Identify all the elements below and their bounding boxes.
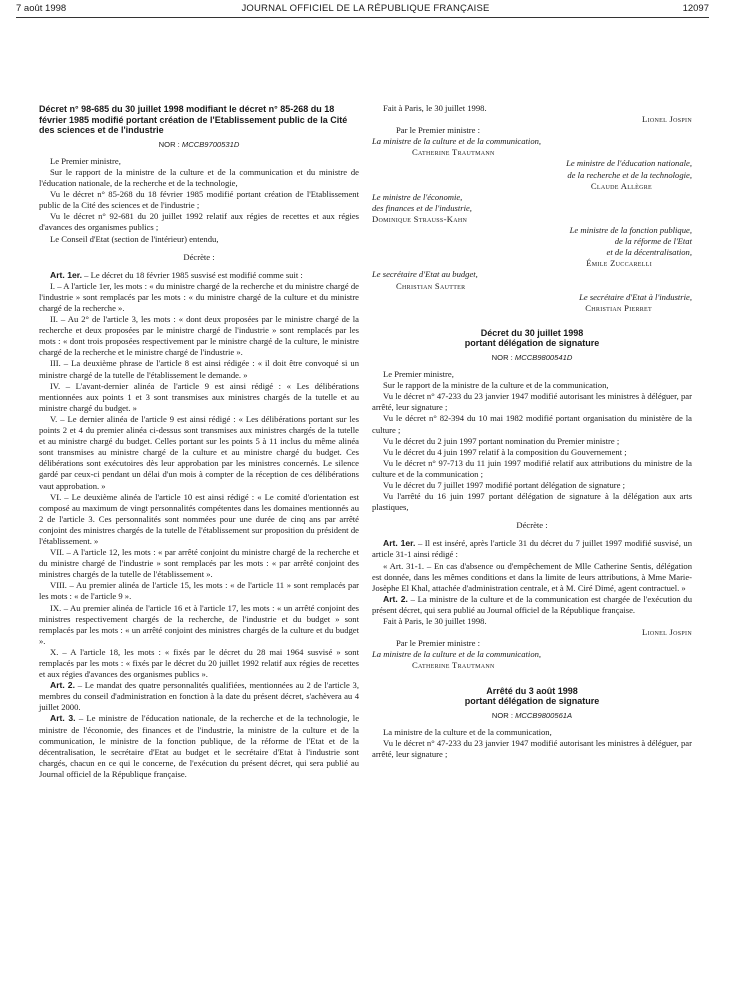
decree1-art3 (39, 713, 359, 780)
decree2-preamble-6: Vu le décret n° 97-713 du 11 juin 1997 modifié relatif aux attributions du ministre de la culture et de la communication ; (372, 457, 692, 479)
decree2-art1 (372, 538, 692, 560)
decree2-art2-label: Art. 2. (383, 593, 408, 604)
decree1-sig-fp-role3: et de la décentralisation, (606, 247, 692, 258)
decree1-preamble-2: Vu le décret n° 85-268 du 18 février 1985 modifié portant création de l'Etablissement public de la Cité des sciences et de l'industrie ; (39, 189, 359, 211)
decree1-item-1: II. – Au 2° de l'article 3, les mots : « dont deux proposées par le ministre chargé de la recherche et deux proposées par le ministre chargé de l'industrie » sont remplacés par les mots : « dont trois proposées respectivement par le ministre chargé de la culture, le ministre chargé de la recherche et le ministre chargé de l'industrie ». (39, 314, 359, 358)
decree1-item-0: I. – A l'article 1er, les mots : « du ministre chargé de la recherche et du ministre chargé de l'industrie » sont remplacés par les mots : « du ministre chargé de la culture et du ministre chargé de la recherche ». (39, 280, 359, 313)
decree2-preamble-5: Vu le décret du 4 juin 1997 relatif à la composition du Gouvernement ; (383, 446, 627, 457)
decree1-art3-text: – Le ministre de l'éducation nationale, de la recherche et de la technologie, le ministre de l'économie, des finances et de l'industrie, la ministre de la culture et de la communication, le ministre de la fonction publique, de la réforme de l'Etat et de la décentralisation, le secrétaire d'Etat au budget et le secrétaire d'Etat à l'industrie sont chargés, chacun en ce qui le concerne, de l'exécution du présent décret, qui sera publié au Journal officiel de la République française. (39, 713, 360, 779)
decree1-sig-eco-role1: Le ministre de l'économie, (372, 191, 463, 202)
decree2-preamble-3: Vu le décret n° 82-394 du 10 mai 1982 modifié portant organisation du ministère de la culture ; (372, 413, 692, 435)
decree3-preamble-0: La ministre de la culture et de la communication, (383, 726, 552, 737)
decree1-item-6: VII. – A l'article 12, les mots : « par arrêté conjoint du ministre chargé de la recherche et du ministre chargé de l'industrie » sont remplacés par les mots : « par arrêté conjoint des ministres chargés de la tutelle de l'établissement ». (39, 547, 359, 580)
decree1-item-9: X. – A l'article 18, les mots : « fixés par le décret du 28 mai 1964 susvisé » sont remplacés par les mots : « fixés par le décret du 20 juillet 1992 relatif aux régies de recettes et aux régies d'avances des organismes publics ». (39, 646, 359, 680)
decree1-sig-culture-role: La ministre de la culture et de la communication, (372, 136, 542, 147)
decree2-preamble-4: Vu le décret du 2 juin 1997 portant nomination du Premier ministre ; (383, 435, 620, 446)
decree2-decrete: Décrète : (516, 520, 548, 531)
decree3-nor (372, 710, 692, 721)
decree1-item-3: IV. – L'avant-dernier alinéa de l'article 9 est ainsi rédigé : « Les délibérations mentionnées aux points 1 et 3 sont transmises aux ministres chargés de la tutelle et au ministre chargé du budget. » (39, 380, 359, 413)
decree1-nor (39, 139, 359, 150)
page-header (0, 3, 731, 21)
decree1-par-pm: Par le Premier ministre : (396, 125, 481, 136)
decree2-art2-text: – La ministre de la culture et de la communication est chargée de l'exécution du présent décret, qui sera publié au Journal officiel de la République française. (372, 593, 692, 615)
decree1-art2-text: – Le mandat des quatre personnalités qualifiées, mentionnées au 2 de l'article 3, membres du conseil d'administration en fonction à la date du présent décret, s'achèvera au 4 juillet 2000. (39, 680, 360, 713)
decree1-item-2: III. – La deuxième phrase de l'article 8 est ainsi rédigée : « il doit être convoqué si un ministre chargé de la tutelle de l'établissement le demande. » (39, 358, 359, 380)
decree1-sig-fp-role1: Le ministre de la fonction publique, (569, 225, 692, 236)
decree2-title2: portant délégation de signature (464, 338, 600, 349)
header-rule (16, 17, 709, 18)
decree2-nor (372, 352, 692, 363)
decree1-sig-edu-role2: de la recherche et de la technologie, (567, 169, 692, 180)
decree3-nor-label: NOR : (491, 710, 513, 720)
decree1-title: Décret n° 98-685 du 30 juillet 1998 modifiant le décret n° 85-268 du 18 février 1985 modifié portant création de l'Etablissement public de la Cité des sciences et de l'industrie (39, 104, 348, 136)
decree2-par-pm: Par le Premier ministre : (396, 638, 481, 649)
decree1-sig-eco-role2: des finances et de l'industrie, (372, 202, 472, 213)
decree1-sig-budget-name: Christian Sautter (396, 280, 466, 291)
decree1-decrete: Décrète : (183, 251, 215, 262)
decree1-nor-code: MCCB9700531D (181, 139, 240, 149)
decree1-done: Fait à Paris, le 30 juillet 1998. (383, 103, 487, 113)
decree2-pm-name: Lionel Jospin (642, 627, 692, 638)
decree3-preamble-1: Vu le décret n° 47-233 du 23 janvier 1947 modifié autorisant les ministres à déléguer, par arrêté, leur signature ; (372, 737, 692, 759)
decree1-item-4: V. – Le dernier alinéa de l'article 9 est ainsi rédigé : « Les délibérations portant sur les points 2 et 4 du premier alinéa ci-dessus sont transmises aux ministres chargés de la tutelle et au ministre chargé du budget. Celles portant sur les points 5 à 11 inclus du même alinéa sont transmises au ministre chargé de la culture et au ministre chargé du budget. Ces délibérations sont exécutoires dès leur approbation par les ministres concernés. Le silence gardé par ceux-ci pendant un délai d'un mois à compter de la réception de ces délibérations vaut approbation. » (39, 413, 359, 491)
decree1-preamble-1: Sur le rapport de la ministre de la culture et de la communication et du ministre de l'éducation nationale, de la recherche et de la technologie, (39, 166, 359, 189)
decree1-sig-fp-role2: de la réforme de l'Etat (614, 236, 692, 247)
right-column (372, 103, 692, 760)
header-date: 7 août 1998 (16, 3, 67, 14)
decree1-item-7: VIII. – Au premier alinéa de l'article 15, les mots : « de l'article 11 » sont remplacés par les mots : « de l'article 9 ». (39, 580, 359, 602)
decree3-title2: portant délégation de signature (464, 696, 600, 707)
decree3-title1: Arrêté du 3 août 1998 (486, 685, 578, 696)
decree1-art1-text: – Le décret du 18 février 1985 susvisé est modifié comme suit : (82, 269, 303, 280)
decree2-title1: Décret du 30 juillet 1998 (480, 327, 584, 338)
decree1-art1 (39, 270, 359, 281)
decree2-sig-role: La ministre de la culture et de la communication, (372, 649, 542, 660)
decree2-preamble-7: Vu le décret du 7 juillet 1997 modifié portant délégation de signature ; (383, 480, 625, 490)
decree2-nor-code: MCCB9800541D (514, 352, 573, 362)
decree1-art2-label: Art. 2. (50, 680, 75, 691)
decree1-sig-fp-name: Émile Zuccarelli (586, 258, 652, 269)
decree1-art2 (39, 680, 359, 713)
decree2-art2 (372, 594, 692, 616)
decree2-preamble-1: Sur le rapport de la ministre de la culture et de la communication, (383, 380, 609, 391)
decree2-art311: « Art. 31-1. – En cas d'absence ou d'empêchement de Mlle Catherine Sentis, délégation est donnée, dans les mêmes conditions et dans la limite de leurs attributions, à Mme Marie-Josèphe El Khal, attachée d'administration centrale, et à M. Ciré Dimé, agent contractuel. » (372, 560, 692, 593)
decree2-art1-label: Art. 1er. (383, 538, 416, 549)
decree1-art3-label: Art. 3. (50, 713, 76, 724)
decree1-nor-label: NOR : (158, 139, 180, 149)
decree2-nor-label: NOR : (491, 352, 513, 362)
decree1-pm-name: Lionel Jospin (642, 114, 692, 125)
decree3-nor-code: MCCB9800561A (515, 710, 573, 720)
decree2-sig-name: Catherine Trautmann (412, 660, 495, 671)
decree1-sig-budget-role: Le secrétaire d'Etat au budget, (372, 269, 478, 280)
decree1-sig-edu-role1: Le ministre de l'éducation nationale, (566, 158, 692, 169)
decree1-preamble-3: Vu le décret n° 92-681 du 20 juillet 1992 relatif aux régies de recettes et aux régies d'avances des organismes publics ; (39, 211, 359, 233)
header-title: JOURNAL OFFICIEL DE LA RÉPUBLIQUE FRANÇAISE (241, 3, 490, 14)
decree2-preamble-2: Vu le décret n° 47-233 du 23 janvier 1947 modifié autorisant les ministres à déléguer, par arrêté, leur signature ; (372, 391, 692, 413)
decree1-sig-ind-role: Le secrétaire d'Etat à l'industrie, (579, 291, 692, 302)
decree1-sig-culture-name: Catherine Trautmann (412, 147, 495, 158)
decree2-preamble-0: Le Premier ministre, (383, 369, 454, 380)
left-column (39, 104, 359, 780)
decree1-sig-ind-name: Christian Pierret (585, 302, 652, 313)
decree1-sig-eco-name: Dominique Strauss-Kahn (372, 213, 468, 224)
decree1-preamble-4: Le Conseil d'Etat (section de l'intérieur) entendu, (50, 233, 219, 244)
decree1-art1-label: Art. 1er. (50, 269, 83, 280)
header-page-number: 12097 (682, 3, 709, 14)
decree2-preamble-8: Vu l'arrêté du 16 juin 1997 portant délégation de signature à la délégation aux arts plastiques, (372, 491, 692, 513)
decree2-art1-text: – Il est inséré, après l'article 31 du décret du 7 juillet 1997 modifié susvisé, un article 31-1 ainsi rédigé : (372, 538, 692, 560)
decree1-item-5: VI. – Le deuxième alinéa de l'article 10 est ainsi rédigé : « Le comité d'orientation est composé au maximum de vingt personnalités compétentes dans les domaines mentionnés au 2 de l'article 3. Ces personnalités sont nommées pour une durée de cinq ans par arrêté conjoint des ministres chargés de la tutelle de l'établissement sur proposition du président de l'établissement. » (39, 491, 359, 546)
decree2-done: Fait à Paris, le 30 juillet 1998. (383, 616, 487, 627)
decree1-item-8: IX. – Au premier alinéa de l'article 16 et à l'article 17, les mots : « un arrêté conjoint des ministres respectivement chargés de la recherche, de l'industrie et du budget » sont remplacés par les mots : « un arrêté conjoint des ministres chargés de la culture et du budget ». (39, 602, 359, 646)
decree1-sig-edu-name: Claude Allègre (590, 180, 652, 191)
decree1-preamble-0: Le Premier ministre, (50, 155, 121, 166)
